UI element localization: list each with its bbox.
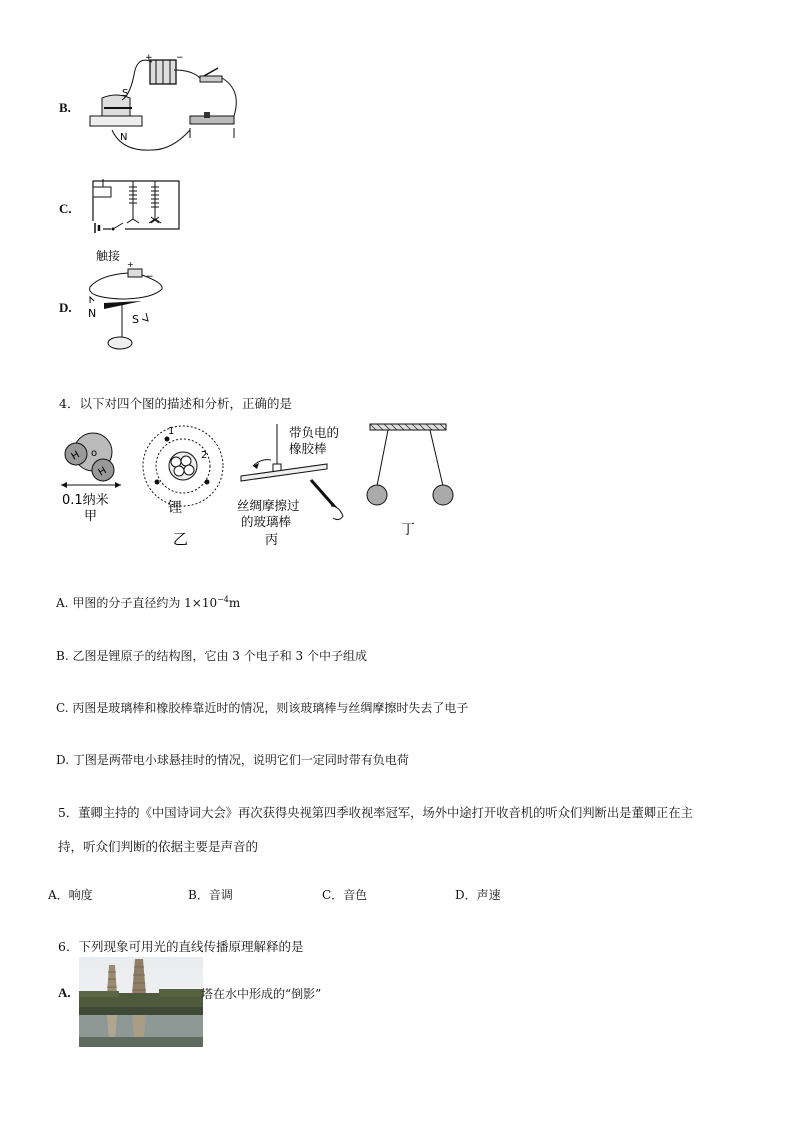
q4-option-c[interactable] — [56, 699, 468, 716]
svg-text:橡胶棒: 橡胶棒 — [289, 441, 327, 456]
option-prefix: B. — [56, 649, 69, 663]
figure-3b-motor-circuit — [82, 50, 252, 160]
q6-option-a-text[interactable]: 塔在水中形成的“倒影” — [201, 987, 322, 1001]
svg-text:带负电的: 带负电的 — [289, 425, 340, 440]
svg-text:锂: 锂 — [168, 500, 182, 516]
q5-option-c[interactable]: C．音色 — [322, 888, 368, 902]
option-d-label: D. — [59, 300, 72, 315]
option-prefix: D. — [56, 753, 70, 767]
q4-option-a[interactable] — [56, 594, 240, 611]
pagoda-reflection-photo — [79, 957, 203, 1047]
svg-text:甲: 甲 — [84, 509, 98, 524]
svg-text:+: + — [145, 53, 153, 63]
svg-text:丝绸摩擦过: 丝绸摩擦过 — [237, 498, 300, 513]
svg-text:N: N — [88, 307, 97, 320]
q6-stem: 6．下列现象可用光的直线传播原理解释的是 — [58, 939, 304, 954]
svg-text:−: − — [146, 272, 154, 282]
svg-text:H: H — [96, 465, 109, 479]
svg-text:H: H — [69, 449, 82, 463]
svg-text:2: 2 — [201, 450, 208, 461]
option-text: 乙图是锂原子的结构图，它由 3 个电子和 3 个中子组成 — [72, 649, 367, 663]
q5-stem-line2: 持，听众们判断的依据主要是声音的 — [58, 839, 259, 854]
svg-text:丁: 丁 — [401, 522, 415, 538]
svg-text:1: 1 — [168, 426, 175, 437]
q6-option-a-label: A. — [58, 985, 71, 1000]
unit: m — [228, 596, 241, 610]
q4-stem: 4．以下对四个图的描述和分析，正确的是 — [59, 396, 292, 411]
option-text: 丙图是玻璃棒和橡胶棒靠近时的情况，则该玻璃棒与丝绸摩擦时失去了电子 — [72, 701, 469, 715]
svg-text:−: − — [176, 53, 184, 63]
svg-text:N: N — [120, 132, 128, 143]
q5-option-a[interactable]: A．响度 — [48, 888, 93, 902]
option-b-label: B. — [59, 100, 71, 115]
q4-option-d[interactable] — [56, 751, 409, 768]
q5-option-d[interactable]: D．声速 — [455, 888, 501, 902]
figure-bing-rods — [237, 424, 343, 548]
figure-jia-molecule — [61, 433, 121, 524]
figure-ding-pendulums — [367, 424, 453, 538]
option-text: 丁图是两带电小球悬挂时的情况，说明它们一定同时带有负电荷 — [72, 753, 409, 767]
svg-text:S: S — [122, 88, 129, 99]
figure-3d-oersted-experiment — [80, 245, 170, 355]
svg-text:的玻璃棒: 的玻璃棒 — [241, 514, 292, 529]
svg-text:0.1纳米: 0.1纳米 — [62, 493, 109, 508]
svg-text:+: + — [127, 260, 134, 269]
option-c-label: C. — [59, 201, 72, 216]
q5-stem-line1: 5．董卿主持的《中国诗词大会》再次获得央视第四季收视率冠军，场外中途打开收音机的听众们判断出是董卿正在主 — [58, 806, 693, 820]
option-text: 甲图的分子直径约为 1×10 — [72, 596, 218, 610]
q5-option-b[interactable]: B．音调 — [188, 888, 233, 902]
figure-yi-lithium-atom — [143, 426, 223, 548]
option-prefix: A. — [56, 596, 69, 610]
svg-text:o: o — [91, 448, 98, 459]
svg-text:丙: 丙 — [265, 533, 279, 548]
figure-3c-electromagnet-circuit — [85, 175, 185, 233]
q4-option-b[interactable] — [56, 647, 367, 664]
figure-q4-four-diagrams — [57, 422, 467, 550]
option-prefix: C. — [56, 701, 69, 715]
svg-text:乙: 乙 — [173, 530, 189, 548]
exponent: −4 — [217, 595, 229, 604]
svg-text:触接: 触接 — [96, 249, 121, 263]
svg-text:S: S — [132, 313, 139, 326]
